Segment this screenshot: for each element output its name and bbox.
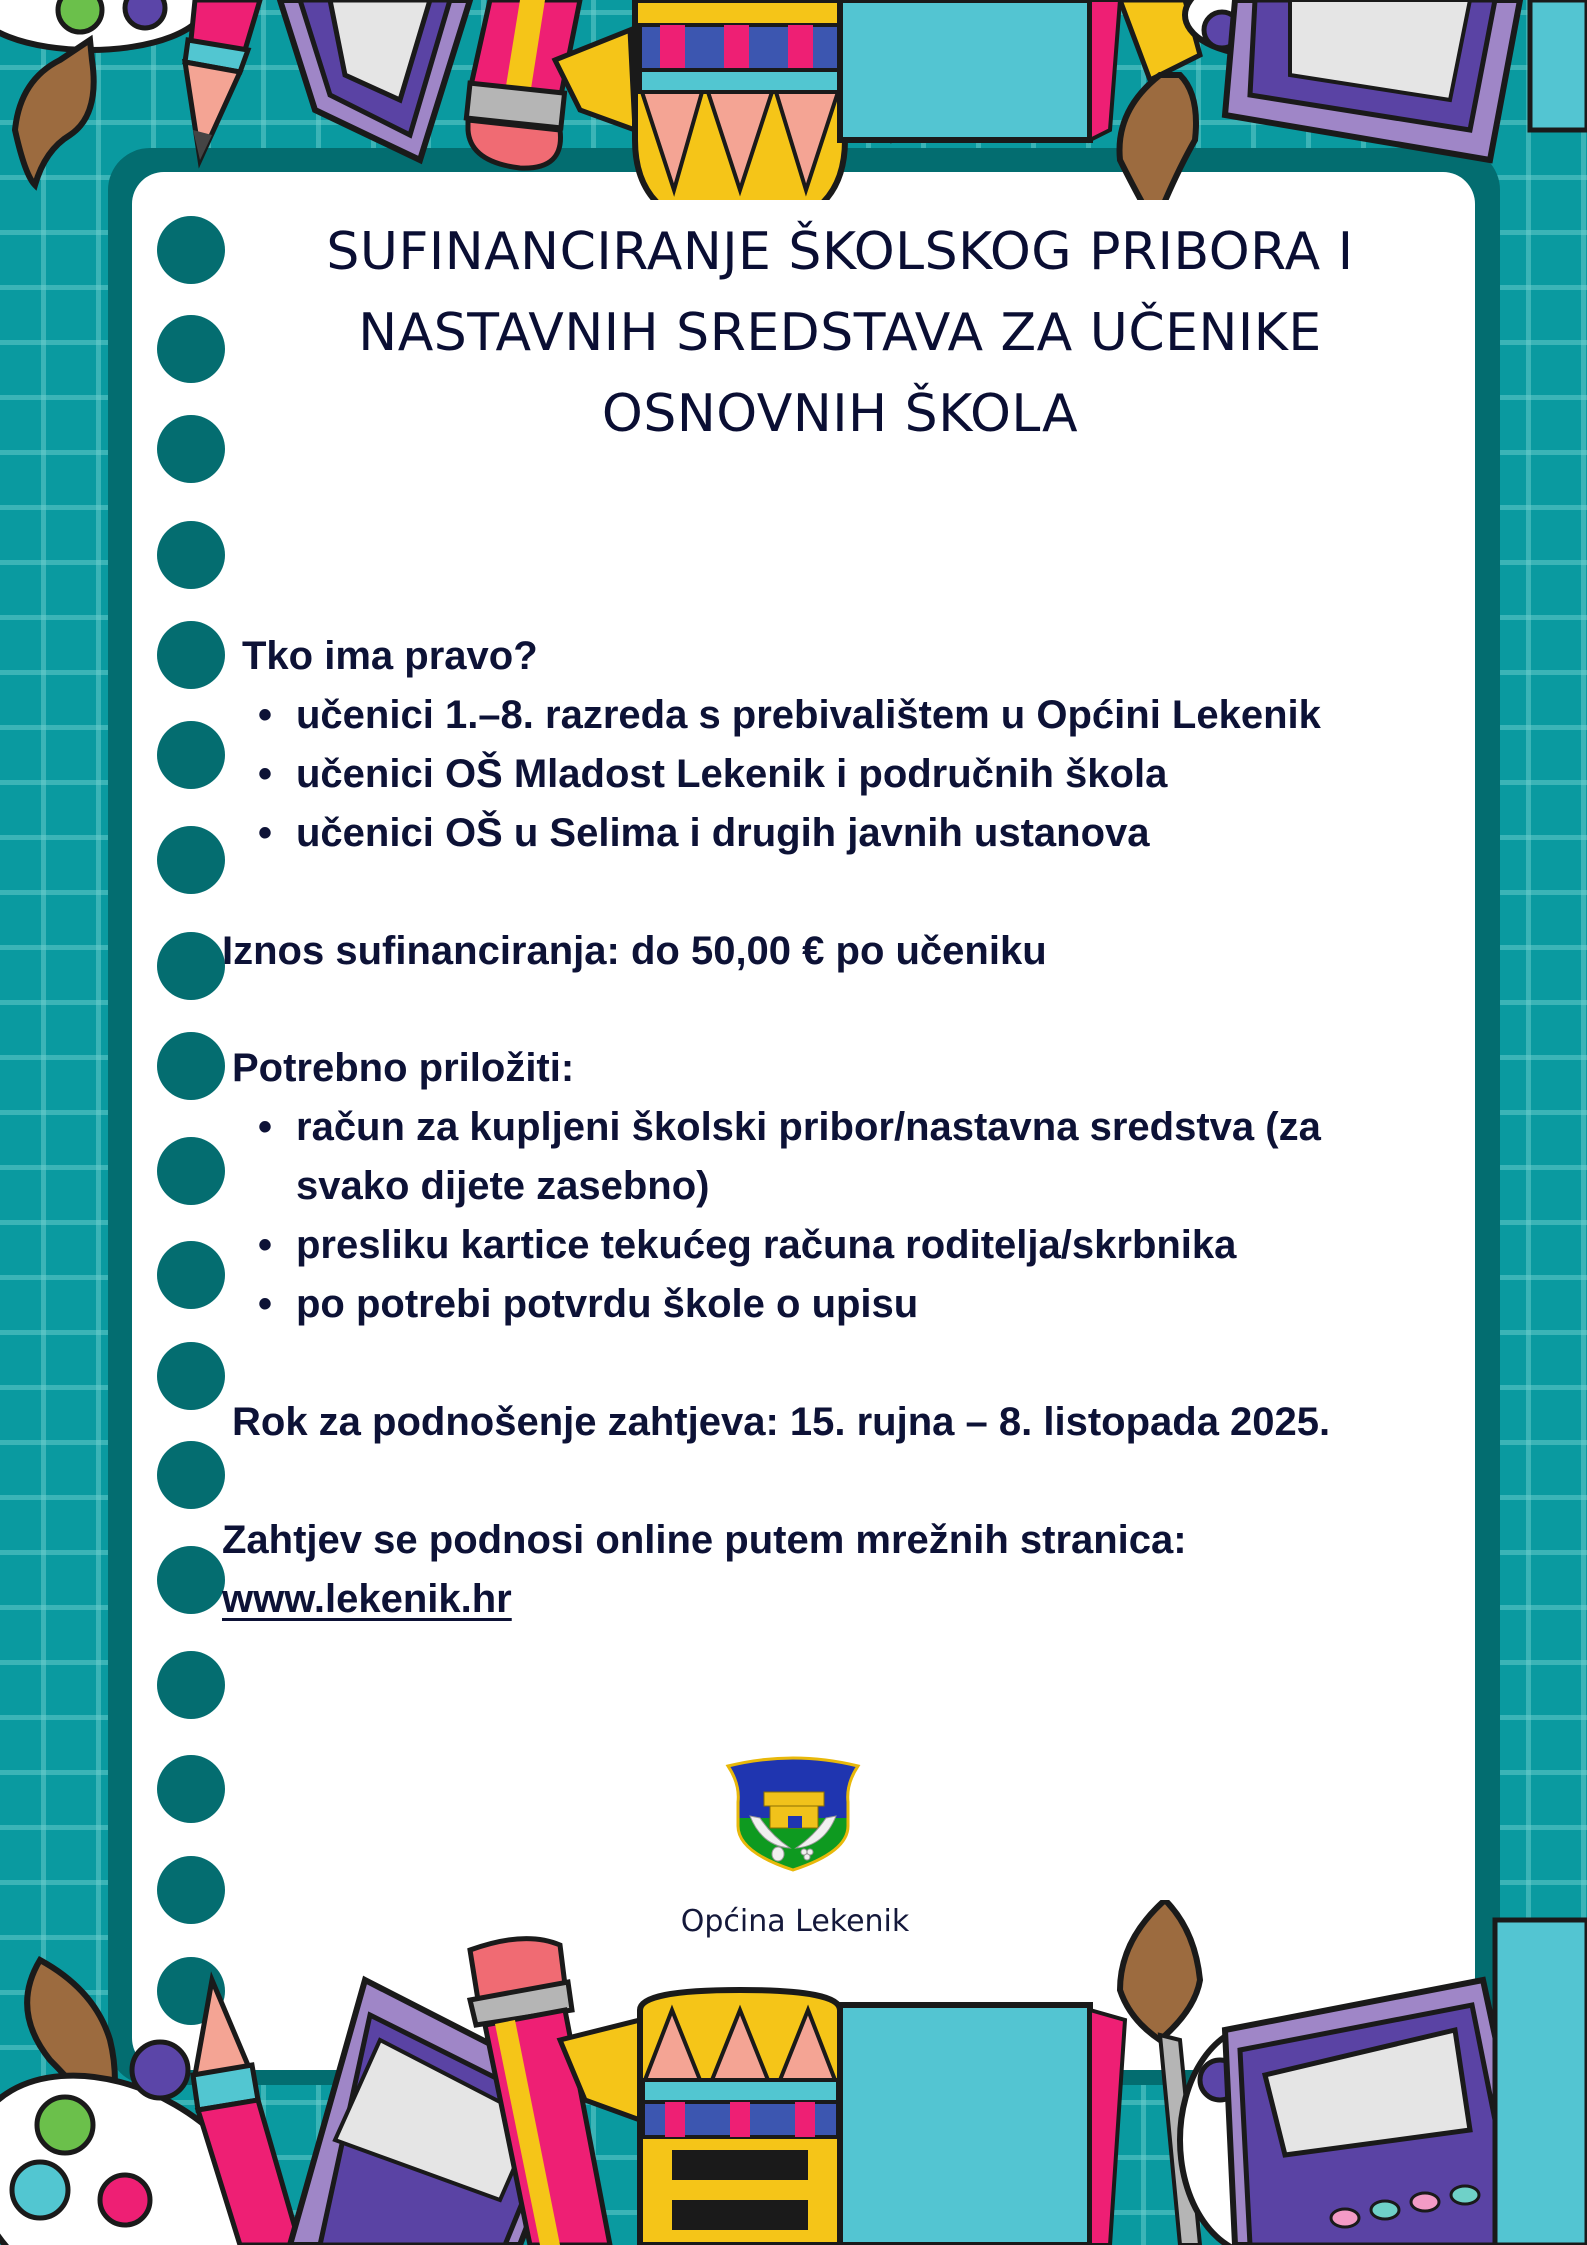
bullet-icon: •: [258, 752, 273, 796]
binder-dot: [157, 1342, 225, 1410]
school-supplies-top-decoration: [0, 0, 1587, 200]
website-link[interactable]: www.lekenik.hr: [222, 1577, 512, 1621]
submission-info: Zahtjev se podnosi online putem mrežnih stranica:: [222, 1518, 1187, 1562]
list-item: • presliku kartice tekućeg računa roditelja/skrbnika: [296, 1216, 1236, 1275]
title-line: SUFINANCIRANJE ŠKOLSKOG PRIBORA I: [326, 222, 1354, 282]
deadline: Rok za podnošenje zahtjeva: 15. rujna – 8. listopada 2025.: [232, 1400, 1331, 1444]
pencil-eraser-icon: [466, 0, 580, 168]
bullet-icon: •: [258, 811, 273, 855]
tablet-icon: [280, 0, 470, 160]
binder-dot: [157, 1651, 225, 1719]
funding-amount: Iznos sufinanciranja: do 50,00 € po učeniku: [222, 929, 1047, 973]
tablet-right-icon: [1225, 0, 1520, 160]
notebook-icon: [840, 0, 1120, 140]
binder-dot: [157, 415, 225, 483]
coat-of-arms-icon: [722, 1756, 864, 1874]
notebook-right-icon: [1495, 1920, 1587, 2245]
binder-dot: [157, 1441, 225, 1509]
list-item-continuation: svako dijete zasebno): [296, 1164, 710, 1208]
binder-dot: [157, 315, 225, 383]
binder-dot: [157, 1755, 225, 1823]
notebook-right-icon: [1530, 0, 1587, 130]
binder-dot: [157, 826, 225, 894]
bullet-icon: •: [258, 1223, 273, 1267]
list-item: • učenici OŠ u Selima i drugih javnih ustanova: [296, 804, 1150, 863]
eligibility-heading: Tko ima pravo?: [242, 634, 538, 678]
binder-dot: [157, 1137, 225, 1205]
title-line: OSNOVNIH ŠKOLA: [601, 384, 1079, 444]
bullet-icon: •: [258, 693, 273, 737]
binder-dot: [157, 621, 225, 689]
binder-dot: [157, 1546, 225, 1614]
pencil-icon: [185, 0, 260, 160]
page-title: [220, 212, 1460, 455]
list-item: • učenici 1.–8. razreda s prebivalištem u Općini Lekenik: [296, 686, 1321, 745]
list-item: • po potrebi potvrdu škole o upisu: [296, 1275, 918, 1334]
paint-brush-icon: [15, 40, 94, 185]
binder-dot: [157, 1241, 225, 1309]
list-item: • račun za kupljeni školski pribor/nastavna sredstva (za: [296, 1098, 1321, 1157]
list-item: • učenici OŠ Mladost Lekenik i područnih škola: [296, 745, 1167, 804]
binder-dot: [157, 521, 225, 589]
binder-dot: [157, 721, 225, 789]
attachments-heading: Potrebno priložiti:: [232, 1046, 575, 1090]
bullet-icon: •: [258, 1282, 273, 1326]
binder-dot: [157, 216, 225, 284]
municipality-name: Općina Lekenik: [680, 1904, 910, 1939]
school-supplies-bottom-decoration: [0, 1900, 1587, 2245]
notebook-icon: [840, 2005, 1125, 2245]
binder-dot: [157, 932, 225, 1000]
bullet-icon: •: [258, 1105, 273, 1149]
title-line: NASTAVNIH SREDSTAVA ZA UČENIKE: [358, 303, 1322, 363]
paint-palette-icon: [0, 0, 205, 50]
binder-dot: [157, 1032, 225, 1100]
